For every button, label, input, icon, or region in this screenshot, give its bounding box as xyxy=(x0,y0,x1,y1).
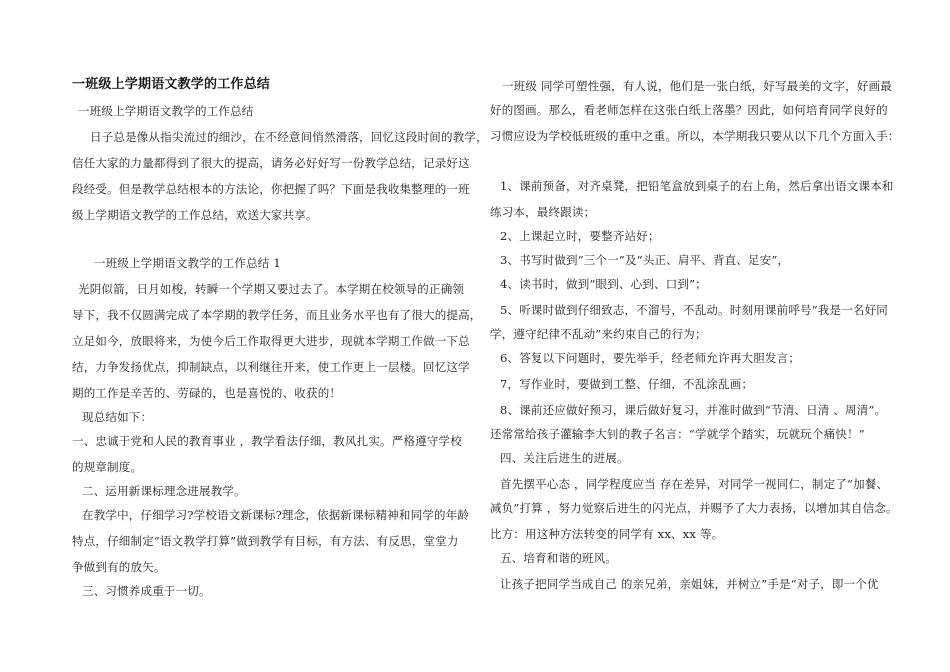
paragraph-line: 在教学中，仔细学习?学校语文新课标?理念，依据新课标精神和同学的年龄 xyxy=(82,508,470,522)
paragraph-line: 争做到有的放矢。 xyxy=(72,560,166,574)
section-heading: 三、习惯养成重于一切。 xyxy=(82,584,211,598)
section-heading: 四、关注后进生的进展。 xyxy=(500,451,629,465)
list-item: 3、书写时做到“三个一”及“头正、肩平、背直、足安”， xyxy=(500,253,790,267)
paragraph-line: 光阴似箭，日月如梭，转瞬一个学期又要过去了。本学期在校领导的正确领 xyxy=(78,282,465,296)
paragraph-line: 首先摆平心态 ，同学程度应当 存在差异，对同学一视同仁，制定了“加餐、 xyxy=(500,477,889,491)
paragraph-line: 级上学期语文教学的工作总结，欢送大家共享。 xyxy=(72,208,318,222)
paragraph-line: 练习本，最终跟读； xyxy=(490,205,596,219)
paragraph-line: 日子总是像从指尖流过的细沙，在不经意间悄然滑落，回忆这段时间的教学， xyxy=(90,130,488,144)
list-item: 4、读书时，做到“眼到、心到、口到”； xyxy=(500,277,707,291)
paragraph-line: 减负”打算 ，努力觉察后进生的闪光点，并赐予了大力表扬，以增加其自信念。 xyxy=(490,501,898,515)
paragraph-line: 信任大家的力量都得到了很大的提高，请务必好好写一份教学总结，记录好这 xyxy=(72,156,470,170)
paragraph-line: 让孩子把同学当成自己 的亲兄弟，亲姐妹，并树立”手是“对子，即一个优 xyxy=(500,577,879,591)
list-item: 8、课前还应做好预习，课后做好复习，并准时做到“节清、日清 、周清”。 xyxy=(500,403,887,417)
list-item: 6、答复以下问题时，要先举手，经老师允许再大胆发言； xyxy=(500,351,801,365)
paragraph-line: 好的图画。那么，看老师怎样在这张白纸上落墨？因此，如何培育同学良好的 xyxy=(490,103,888,117)
paragraph-line: 学，遵守纪律不乱动”来约束自己的行为； xyxy=(490,327,707,341)
paragraph-line: 结，力争发扬优点，抑制缺点，以利继往开来，使工作更上一层楼。回忆这学 xyxy=(72,360,470,374)
list-item: 7，写作业时，要做到工整、仔细，不乱涂乱画； xyxy=(500,377,754,391)
list-item: 2、上课起立时，要整齐站好； xyxy=(500,229,660,243)
paragraph-line: 比方：用这种方法转变的同学有 xx、xx 等。 xyxy=(490,527,724,541)
section-heading: 一班级上学期语文教学的工作总结 1 xyxy=(94,256,281,270)
paragraph-line: 立足如今，放眼将来，为使今后工作取得更大进步，现就本学期工作做一下总 xyxy=(72,334,470,348)
paragraph-line: 段经受。但是教学总结根本的方法论，你把握了吗？下面是我收集整理的一班 xyxy=(72,182,470,196)
paragraph-line: 还常常给孩子灌输李大钊的教子名言：“学就学个踏实，玩就玩个痛快！” xyxy=(490,427,865,441)
section-heading: 五、培育和谐的班风。 xyxy=(500,551,617,565)
list-item: 1、课前预备，对齐桌凳，把铅笔盒放到桌子的右上角，然后拿出语文课本和 xyxy=(500,179,894,193)
list-item: 5、听课时做到仔细致志，不溜号，不乱动。时刻用课前呼号“我是一名好同 xyxy=(500,303,888,317)
paragraph-line: 一班级上学期语文教学的工作总结 xyxy=(78,104,254,118)
paragraph-line: 一班级 同学可塑性强，有人说，他们是一张白纸，好写最美的文字，好画最 xyxy=(502,79,892,93)
document-title: 一班级上学期语文教学的工作总结 xyxy=(72,77,271,92)
section-heading: 二、运用新课标理念进展教学。 xyxy=(82,484,246,498)
paragraph-line: 导下，我不仅圆满完成了本学期的教学任务，而且业务水平也有了很大的提高， xyxy=(72,308,482,322)
paragraph-line: 期的工作是辛苦的、劳碌的，也是喜悦的、收获的！ xyxy=(72,386,342,400)
paragraph-line: 特点，仔细制定“语文教学打算”做到教学有目标，有方法、有反思，堂堂力 xyxy=(72,534,459,548)
paragraph-line: 的规章制度。 xyxy=(72,460,143,474)
paragraph-line: 现总结如下： xyxy=(82,410,153,424)
paragraph-line: 习惯应设为学校低班级的重中之重。所以，本学期我只要从以下几个方面入手： xyxy=(490,129,900,143)
paragraph-line: 一、忠诚于党和人民的教育事业 ，教学看法仔细，教风扎实。严格遵守学校 xyxy=(72,434,462,448)
